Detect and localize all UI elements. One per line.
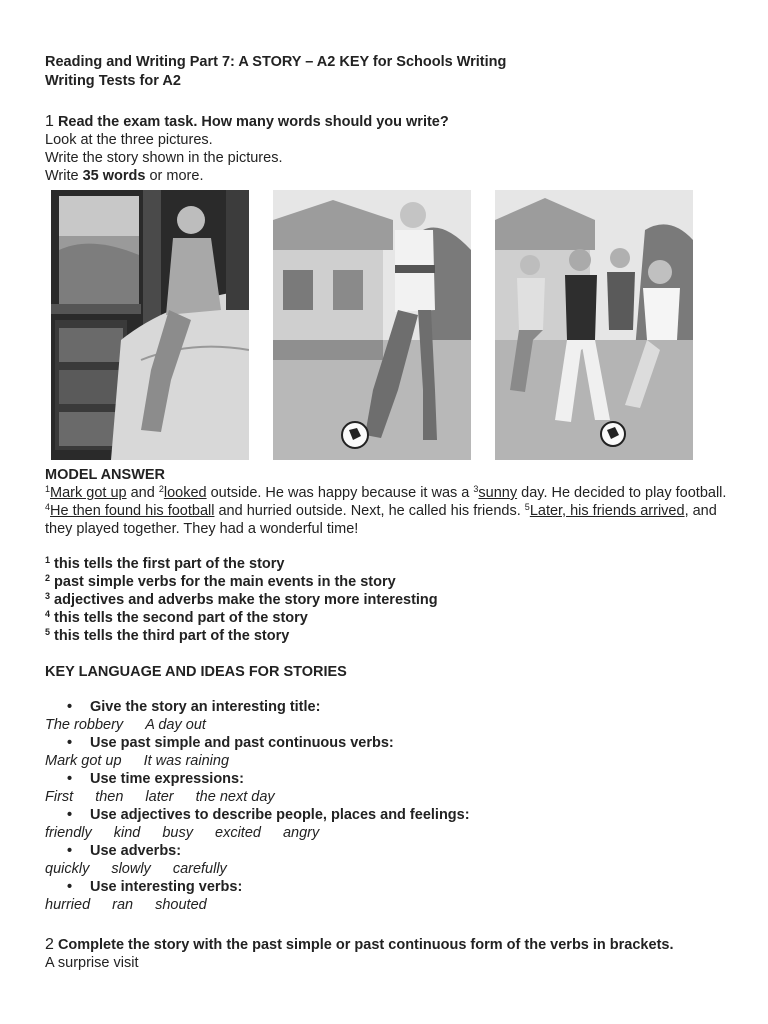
note-text: past simple verbs for the main events in the story (54, 574, 396, 590)
example: It was raining (143, 753, 230, 769)
tip-examples (45, 824, 735, 842)
line-3-pre: Write (45, 168, 83, 184)
example: kind (113, 825, 141, 841)
question-2-number: 2 (45, 936, 54, 953)
note-number: 1 (45, 555, 51, 565)
question-1-number: 1 (45, 113, 54, 130)
key-language-heading: KEY LANGUAGE AND IDEAS FOR STORIES (45, 664, 347, 680)
example: hurried (45, 897, 91, 913)
note-number: 5 (45, 627, 51, 637)
title-line-1: Reading and Writing Part 7: A STORY – A2 KEY for Schools Writing (45, 54, 507, 70)
note-text: adjectives and adverbs make the story more interesting (54, 592, 438, 608)
question-2 (45, 936, 674, 972)
tip-heading (45, 842, 735, 860)
question-1-line-3 (45, 167, 449, 185)
bullet-icon: • (67, 879, 73, 895)
tip-examples (45, 896, 735, 914)
note-text: this tells the first part of the story (54, 556, 285, 572)
page-title (45, 53, 506, 91)
model-answer-text (45, 484, 735, 538)
story-text-1: and (126, 485, 159, 501)
note-item (45, 555, 438, 573)
story-title: A surprise visit (45, 955, 139, 971)
example: The robbery (45, 717, 124, 733)
bullet-icon: • (67, 771, 73, 787)
example: slowly (111, 861, 151, 877)
tip-heading (45, 734, 735, 752)
question-2-prompt: Complete the story with the past simple or past continuous form of the verbs in brackets. (57, 937, 674, 953)
tip-examples (45, 788, 735, 806)
tip-heading-text: Use interesting verbs: (90, 879, 243, 895)
boy-on-phone-with-football-illustration (273, 190, 471, 460)
bullet-icon: • (67, 699, 73, 715)
example: First (45, 789, 74, 805)
tip-heading-text: Use past simple and past continuous verbs: (90, 735, 394, 751)
word-count: 35 words (82, 168, 146, 184)
tip-examples (45, 860, 735, 878)
example: angry (282, 825, 320, 841)
footnote-5-marker: 5 (524, 502, 530, 512)
example: excited (215, 825, 261, 841)
tip-heading-text: Give the story an interesting title: (90, 699, 321, 715)
example: the next day (195, 789, 275, 805)
example: shouted (155, 897, 207, 913)
footnote-4-marker: 4 (45, 502, 51, 512)
key-language-tips (45, 698, 735, 914)
example: friendly (45, 825, 92, 841)
tip-heading (45, 698, 735, 716)
example: carefully (172, 861, 227, 877)
question-1 (45, 113, 449, 185)
example: later (145, 789, 174, 805)
note-number: 2 (45, 573, 51, 583)
line-3-post: or more. (145, 168, 204, 184)
tip-heading (45, 770, 735, 788)
note-item (45, 591, 438, 609)
note-number: 4 (45, 609, 51, 619)
story-part-3: sunny (478, 485, 518, 501)
question-1-heading (45, 113, 449, 131)
note-text: this tells the third part of the story (54, 628, 290, 644)
note-number: 3 (45, 591, 51, 601)
note-item (45, 609, 438, 627)
footnote-2-marker: 2 (158, 484, 164, 494)
tip-heading (45, 806, 735, 824)
bullet-icon: • (67, 807, 73, 823)
note-item (45, 627, 438, 645)
example: ran (112, 897, 134, 913)
example: busy (162, 825, 193, 841)
tip-heading-text: Use time expressions: (90, 771, 244, 787)
model-answer (45, 466, 735, 538)
story-text-2: outside. He was happy because it was a (206, 485, 474, 501)
story-part-1: Mark got up (50, 485, 127, 501)
example: then (95, 789, 124, 805)
story-part-2: looked (163, 485, 207, 501)
footnote-1-marker: 1 (45, 484, 51, 494)
note-item (45, 573, 438, 591)
story-text-3: day. He decided to play football. (517, 485, 727, 501)
tip-heading-text: Use adjectives to describe people, places and feelings: (90, 807, 470, 823)
footnote-3-marker: 3 (473, 484, 479, 494)
tip-examples (45, 716, 735, 734)
note-text: this tells the second part of the story (54, 610, 308, 626)
model-answer-heading: MODEL ANSWER (45, 467, 166, 483)
story-text-4: and hurried outside. Next, he called his friends. (214, 503, 525, 519)
example: Mark got up (45, 753, 122, 769)
tip-heading-text: Use adverbs: (90, 843, 182, 859)
story-part-5: Later, his friends arrived (529, 503, 685, 519)
bullet-icon: • (67, 843, 73, 859)
question-1-prompt: Read the exam task. How many words should you write? (57, 114, 449, 130)
story-text-5: , and they played together. They had a wonderful time! (45, 503, 717, 537)
tip-examples (45, 752, 735, 770)
example: quickly (45, 861, 90, 877)
story-pictures (51, 190, 711, 462)
question-1-line-2: Write the story shown in the pictures. (45, 150, 283, 166)
question-1-line-1: Look at the three pictures. (45, 132, 213, 148)
story-part-4: He then found his football (50, 503, 215, 519)
bullet-icon: • (67, 735, 73, 751)
title-line-2: Writing Tests for A2 (45, 73, 181, 89)
boys-playing-football-illustration (495, 190, 693, 460)
boy-waking-at-window-illustration (51, 190, 249, 460)
tip-heading (45, 878, 735, 896)
question-2-heading (45, 936, 674, 954)
answer-notes (45, 555, 438, 645)
example: A day out (145, 717, 206, 733)
